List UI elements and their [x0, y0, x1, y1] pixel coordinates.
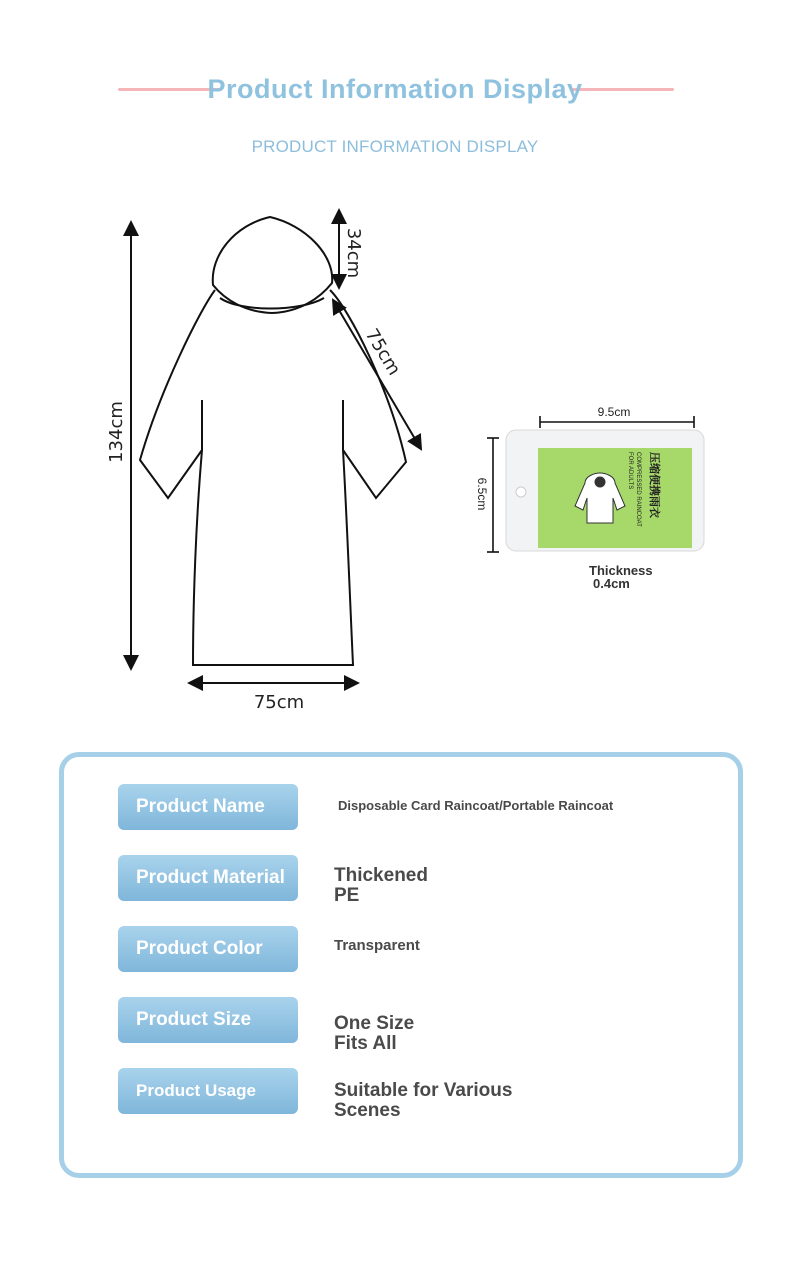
- spec-value-usage: Suitable for Various Scenes: [334, 1080, 513, 1121]
- dim-hood-height: 34cm: [343, 227, 364, 279]
- thickness-value: 0.4cm: [593, 576, 630, 591]
- raincoat-outline: [140, 217, 406, 665]
- spec-value-name: Disposable Card Raincoat/Portable Raincoat: [338, 798, 614, 813]
- spec-label-material: Product Material: [118, 855, 298, 901]
- spec-value-size: One Size Fits All: [334, 1013, 415, 1054]
- spec-label-color: Product Color: [118, 926, 298, 972]
- spec-label-size: Product Size: [118, 997, 298, 1043]
- page-title: Product Information Display: [207, 74, 583, 104]
- card-title: 压缩便携雨衣: [648, 452, 661, 518]
- dim-package-width: 9.5cm: [597, 405, 631, 419]
- dim-total-length: 134cm: [106, 401, 127, 463]
- dim-bottom-width: 75cm: [253, 692, 305, 713]
- thickness-label: Thickness: [589, 563, 653, 578]
- card-subtitle: COMPRESSED RAINCOAT: [635, 452, 641, 527]
- dim-sleeve-length: 75cm: [360, 325, 405, 380]
- card-subtitle-2: FOR ADULTS: [627, 452, 633, 490]
- spec-label-usage: Product Usage: [118, 1068, 298, 1114]
- spec-value-material: Thickened PE: [334, 865, 428, 906]
- spec-value-color: Transparent: [334, 937, 420, 954]
- spec-label-name: Product Name: [118, 784, 298, 830]
- thickness-info: [589, 564, 653, 590]
- dim-package-height: 6.5cm: [475, 477, 489, 511]
- page-subtitle: PRODUCT INFORMATION DISPLAY: [251, 137, 539, 156]
- package-image: [505, 428, 705, 553]
